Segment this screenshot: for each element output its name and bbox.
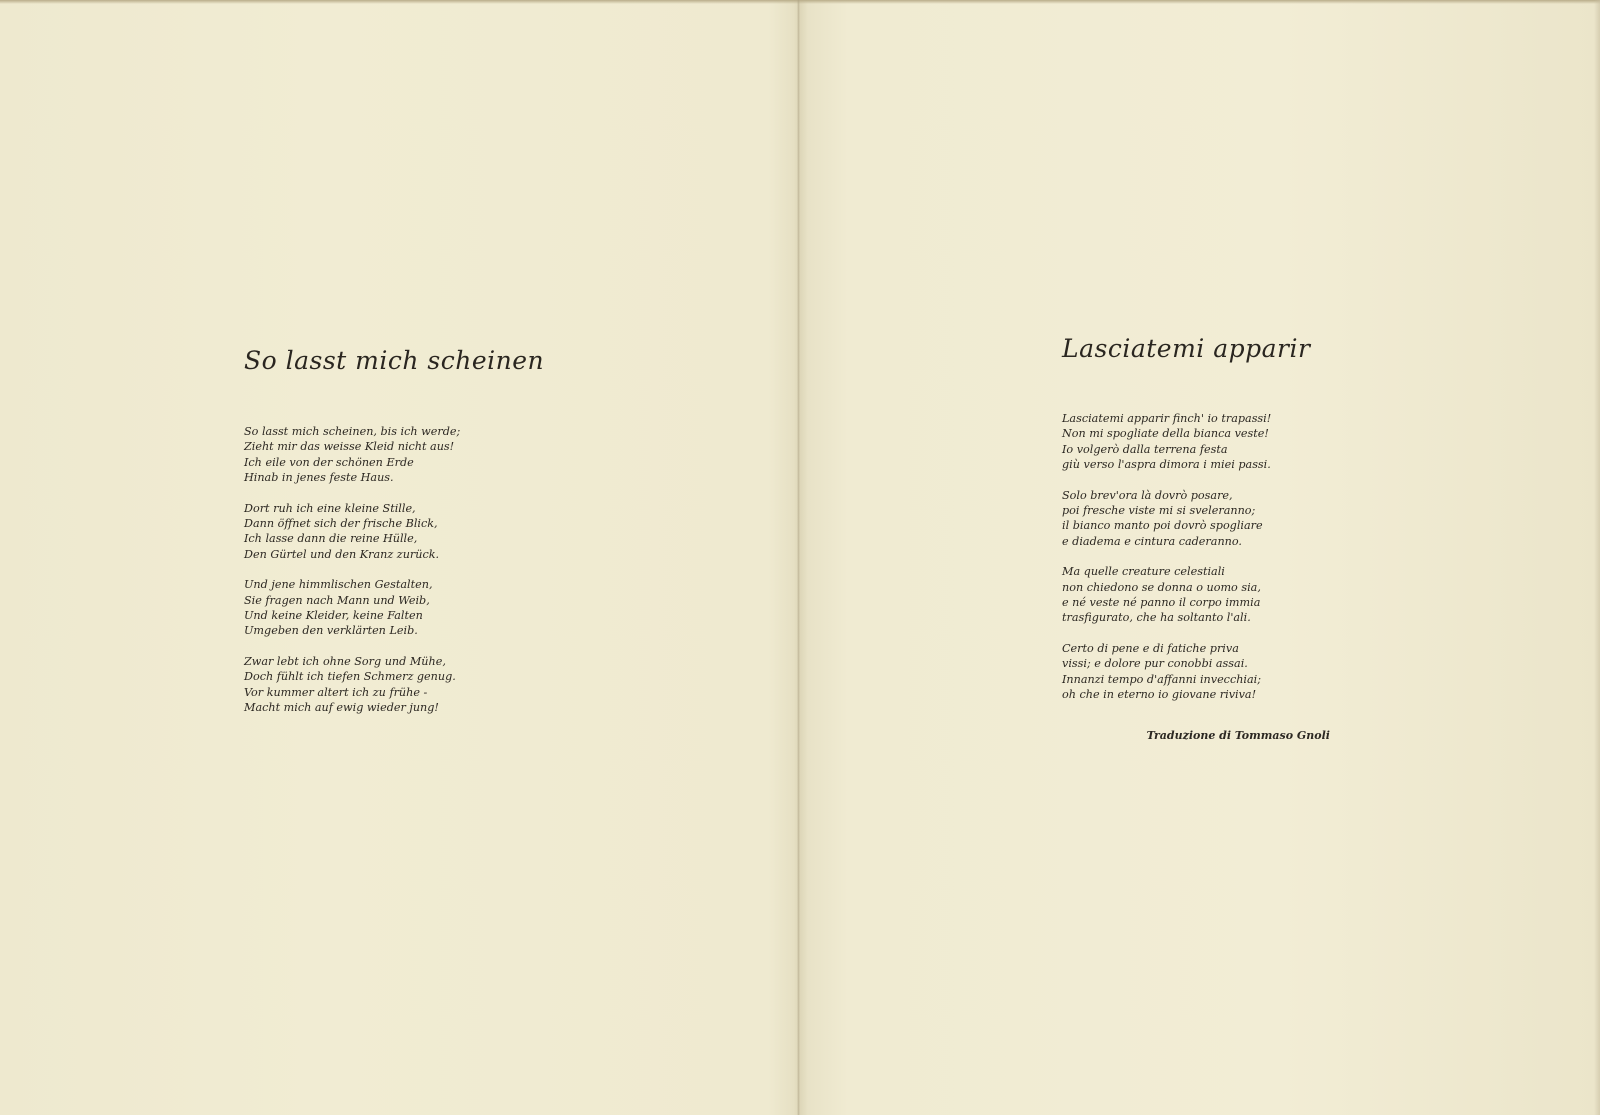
left-stanza-4 — [244, 654, 460, 716]
poem-line: e diadema e cintura caderanno. — [1062, 534, 1242, 548]
left-stanza-2 — [244, 501, 460, 563]
poem-line: Zwar lebt ich ohne Sorg und Mühe, — [244, 654, 446, 668]
left-page — [0, 0, 797, 1115]
poem-line: Doch fühlt ich tiefen Schmerz genug. — [244, 670, 456, 684]
left-stanza-1 — [244, 424, 460, 486]
poem-line: Sie fragen nach Mann und Weib, — [244, 593, 430, 607]
poem-line: giù verso l'aspra dimora i miei passi. — [1062, 458, 1271, 472]
translator-credit: Traduzione di Tommaso Gnoli — [1146, 729, 1330, 742]
poem-line: Zieht mir das weisse Kleid nicht aus! — [244, 440, 455, 454]
poem-line: Innanzi tempo d'affanni invecchiai; — [1062, 672, 1262, 686]
poem-line: Ma quelle creature celestiali — [1062, 565, 1225, 579]
poem-line: vissi; e dolore pur conobbi assai. — [1062, 657, 1248, 671]
poem-line: il bianco manto poi dovrò spogliare — [1062, 519, 1263, 533]
poem-line: Macht mich auf ewig wieder jung! — [244, 701, 439, 715]
right-stanza-3 — [1062, 564, 1271, 626]
left-poem-title: So lasst mich scheinen — [244, 346, 545, 375]
right-stanza-2 — [1062, 488, 1271, 550]
poem-line: e né veste né panno il corpo immia — [1062, 596, 1261, 610]
poem-line: Vor kummer altert ich zu frühe - — [244, 685, 428, 699]
right-stanza-4 — [1062, 641, 1271, 703]
right-stanza-1 — [1062, 411, 1271, 473]
poem-line: oh che in eterno io giovane riviva! — [1062, 688, 1257, 702]
right-page — [800, 0, 1600, 1115]
left-stanza-3 — [244, 577, 460, 639]
poem-line: Ich lasse dann die reine Hülle, — [244, 532, 418, 546]
poem-line: Umgeben den verklärten Leib. — [244, 624, 418, 638]
poem-line: Lasciatemi apparir finch' io trapassi! — [1062, 412, 1272, 425]
right-poem-title: Lasciatemi apparir — [1062, 334, 1311, 363]
poem-line: Den Gürtel und den Kranz zurück. — [244, 547, 440, 561]
poem-line: non chiedono se donna o uomo sia, — [1062, 580, 1261, 594]
poem-line: Io volgerò dalla terrena festa — [1062, 442, 1228, 456]
poem-line: Solo brev'ora là dovrò posare, — [1062, 488, 1233, 502]
poem-line: So lasst mich scheinen, bis ich werde; — [244, 425, 461, 438]
left-poem-body — [244, 424, 460, 731]
poem-line: Ich eile von der schönen Erde — [244, 455, 414, 469]
right-poem-body — [1062, 411, 1271, 718]
poem-line: Non mi spogliate della bianca veste! — [1062, 427, 1269, 441]
poem-line: Dann öffnet sich der frische Blick, — [244, 517, 438, 531]
poem-line: Und keine Kleider, keine Falten — [244, 609, 423, 623]
poem-line: Certo di pene e di fatiche priva — [1062, 641, 1239, 655]
page-edge — [1594, 0, 1600, 1115]
poem-line: poi fresche viste mi si sveleranno; — [1062, 504, 1256, 518]
poem-line: Hinab in jenes feste Haus. — [244, 471, 394, 485]
poem-line: Und jene himmlischen Gestalten, — [244, 578, 433, 592]
poem-line: Dort ruh ich eine kleine Stille, — [244, 501, 416, 515]
poem-line: trasfigurato, che ha soltanto l'ali. — [1062, 611, 1251, 625]
